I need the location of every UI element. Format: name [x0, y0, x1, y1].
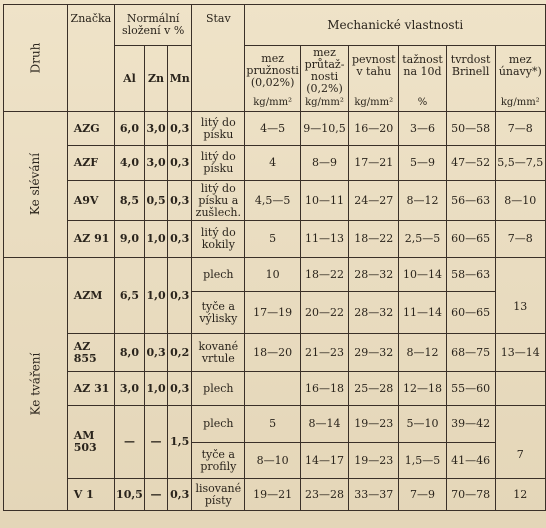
unit-kgmm2: kg/mm²: [300, 96, 348, 112]
table-row: [4, 406, 546, 443]
pevnost-value: 25—28: [349, 372, 399, 406]
zn-value: 1,0: [144, 258, 167, 334]
mn-value: 0,3: [168, 221, 192, 258]
zn-value: 0,5: [144, 181, 167, 221]
tvrdost-header: tvrdost Brinell: [446, 46, 495, 96]
taznost-value: 8—12: [399, 334, 446, 372]
al-value: 8,0: [115, 334, 145, 372]
unit-kgmm2: kg/mm²: [349, 96, 399, 112]
taznost-value: 5—10: [399, 406, 446, 443]
pevnost-value: 19—23: [349, 443, 399, 479]
pevnost-value: 28—32: [349, 258, 399, 292]
mez-unavy-value: 13: [495, 258, 545, 334]
mn-value: 1,5: [168, 406, 192, 479]
pevnost-value: 18—22: [349, 221, 399, 258]
tvrdost-value: 60—65: [446, 292, 495, 334]
unit-percent: %: [399, 96, 446, 112]
mez-unavy-value: 8—10: [495, 181, 545, 221]
alloy-code: AM 503: [67, 406, 114, 479]
mez-unavy-value: [495, 372, 545, 406]
pevnost-value: 24—27: [349, 181, 399, 221]
taznost-value: 12—18: [399, 372, 446, 406]
tvrdost-value: 56—63: [446, 181, 495, 221]
tvrdost-value: 70—78: [446, 479, 495, 511]
mn-value: 0,3: [168, 372, 192, 406]
mez-pruznosti-value: [245, 372, 300, 406]
mez-unavy-value: 7—8: [495, 112, 545, 146]
mez-pruztaznosti-value: 16—18: [300, 372, 348, 406]
mez-pruznosti-value: 19—21: [245, 479, 300, 511]
table-row: [4, 479, 546, 511]
mez-pruznosti-value: 4,5—5: [245, 181, 300, 221]
pevnost-header: pevnost v tahu: [349, 46, 399, 96]
al-header: Al: [115, 46, 145, 112]
pevnost-value: 29—32: [349, 334, 399, 372]
alloy-code: A9V: [67, 181, 114, 221]
zn-value: —: [144, 406, 167, 479]
mez-pruznosti-value: 4—5: [245, 112, 300, 146]
pevnost-value: 16—20: [349, 112, 399, 146]
al-value: 3,0: [115, 372, 145, 406]
alloy-code: V 1: [67, 479, 114, 511]
mez-pruznosti-value: 17—19: [245, 292, 300, 334]
taznost-value: 5—9: [399, 146, 446, 181]
stav-value: tyče a výlisky: [192, 292, 245, 334]
mez-unavy-value: 5,5—7,5: [495, 146, 545, 181]
zn-value: 0,3: [144, 334, 167, 372]
tvrdost-value: 39—42: [446, 406, 495, 443]
pevnost-value: 28—32: [349, 292, 399, 334]
mez-pruztaznosti-value: 8—9: [300, 146, 348, 181]
table-row: [4, 372, 546, 406]
tvrdost-value: 55—60: [446, 372, 495, 406]
al-value: 6,0: [115, 112, 145, 146]
table-row: [4, 221, 546, 258]
stav-value: litý do kokily: [192, 221, 245, 258]
unit-kgmm2: kg/mm²: [495, 96, 545, 112]
taznost-value: 1,5—5: [399, 443, 446, 479]
mn-value: 0,3: [168, 479, 192, 511]
tvrdost-value: 41—46: [446, 443, 495, 479]
group-label-wrought: Ke tváření: [4, 258, 68, 511]
composition-header: Normální složení v %: [115, 5, 192, 46]
zn-value: 1,0: [144, 372, 167, 406]
unit-blank: [446, 96, 495, 112]
mez-pruztaznosti-value: 18—22: [300, 258, 348, 292]
unit-kgmm2: kg/mm²: [245, 96, 300, 112]
mez-pruznosti-value: 5: [245, 221, 300, 258]
al-value: 6,5: [115, 258, 145, 334]
zn-value: —: [144, 479, 167, 511]
alloy-code: AZ 855: [67, 334, 114, 372]
alloy-code: AZ 31: [67, 372, 114, 406]
mez-pruztaznosti-header: mez průtaž- nosti (0,2%): [300, 46, 348, 96]
alloy-code: AZG: [67, 112, 114, 146]
al-value: —: [115, 406, 145, 479]
tvrdost-value: 58—63: [446, 258, 495, 292]
mn-value: 0,3: [168, 112, 192, 146]
tvrdost-value: 50—58: [446, 112, 495, 146]
stav-value: plech: [192, 372, 245, 406]
mez-pruztaznosti-value: 23—28: [300, 479, 348, 511]
stav-value: litý do písku: [192, 146, 245, 181]
stav-value: tyče a profily: [192, 443, 245, 479]
mez-pruztaznosti-value: 8—14: [300, 406, 348, 443]
stav-value: litý do písku a zušlech.: [192, 181, 245, 221]
al-value: 8,5: [115, 181, 145, 221]
mn-header: Mn: [168, 46, 192, 112]
pevnost-value: 17—21: [349, 146, 399, 181]
zn-header: Zn: [144, 46, 167, 112]
stav-value: plech: [192, 406, 245, 443]
zn-value: 1,0: [144, 221, 167, 258]
mn-value: 0,3: [168, 146, 192, 181]
tvrdost-value: 47—52: [446, 146, 495, 181]
mechanical-properties-header: Mechanické vlastnosti: [245, 5, 546, 46]
stav-value: lisované písty: [192, 479, 245, 511]
mez-pruztaznosti-value: 11—13: [300, 221, 348, 258]
taznost-header: tažnost na 10d: [399, 46, 446, 96]
table-row: [4, 146, 546, 181]
mn-value: 0,2: [168, 334, 192, 372]
taznost-value: 3—6: [399, 112, 446, 146]
taznost-value: 8—12: [399, 181, 446, 221]
mez-pruznosti-value: 10: [245, 258, 300, 292]
mez-pruztaznosti-value: 10—11: [300, 181, 348, 221]
mn-value: 0,3: [168, 258, 192, 334]
mez-pruznosti-value: 5: [245, 406, 300, 443]
alloy-code: AZM: [67, 258, 114, 334]
taznost-value: 11—14: [399, 292, 446, 334]
mez-unavy-value: 7—8: [495, 221, 545, 258]
zn-value: 3,0: [144, 146, 167, 181]
alloy-code: AZ 91: [67, 221, 114, 258]
al-value: 9,0: [115, 221, 145, 258]
druh-header: Druh: [4, 5, 68, 112]
mez-unavy-value: 7: [495, 406, 545, 479]
mez-pruznosti-value: 8—10: [245, 443, 300, 479]
mn-value: 0,3: [168, 181, 192, 221]
zn-value: 3,0: [144, 112, 167, 146]
stav-value: litý do písku: [192, 112, 245, 146]
mez-pruznosti-header: mez pružnosti (0,02%): [245, 46, 300, 96]
table-row: [4, 112, 546, 146]
mez-unavy-value: 12: [495, 479, 545, 511]
mez-unavy-value: 13—14: [495, 334, 545, 372]
mez-pruztaznosti-value: 21—23: [300, 334, 348, 372]
tvrdost-value: 60—65: [446, 221, 495, 258]
table-row: [4, 181, 546, 221]
mez-pruznosti-value: 18—20: [245, 334, 300, 372]
pevnost-value: 19—23: [349, 406, 399, 443]
taznost-value: 7—9: [399, 479, 446, 511]
mez-pruztaznosti-value: 9—10,5: [300, 112, 348, 146]
pevnost-value: 33—37: [349, 479, 399, 511]
al-value: 10,5: [115, 479, 145, 511]
mez-pruztaznosti-value: 14—17: [300, 443, 348, 479]
taznost-value: 10—14: [399, 258, 446, 292]
group-label-cast: Ke slévání: [4, 112, 68, 258]
znacka-header: Značka: [67, 5, 114, 112]
stav-value: plech: [192, 258, 245, 292]
taznost-value: 2,5—5: [399, 221, 446, 258]
stav-header: Stav: [192, 5, 245, 112]
alloy-code: AZF: [67, 146, 114, 181]
mez-pruztaznosti-value: 20—22: [300, 292, 348, 334]
mez-pruznosti-value: 4: [245, 146, 300, 181]
al-value: 4,0: [115, 146, 145, 181]
mez-unavy-header: mez únavy*): [495, 46, 545, 96]
table-row: [4, 334, 546, 372]
magnesium-alloys-table: [3, 4, 546, 511]
tvrdost-value: 68—75: [446, 334, 495, 372]
table-row: [4, 258, 546, 292]
stav-value: kované vrtule: [192, 334, 245, 372]
